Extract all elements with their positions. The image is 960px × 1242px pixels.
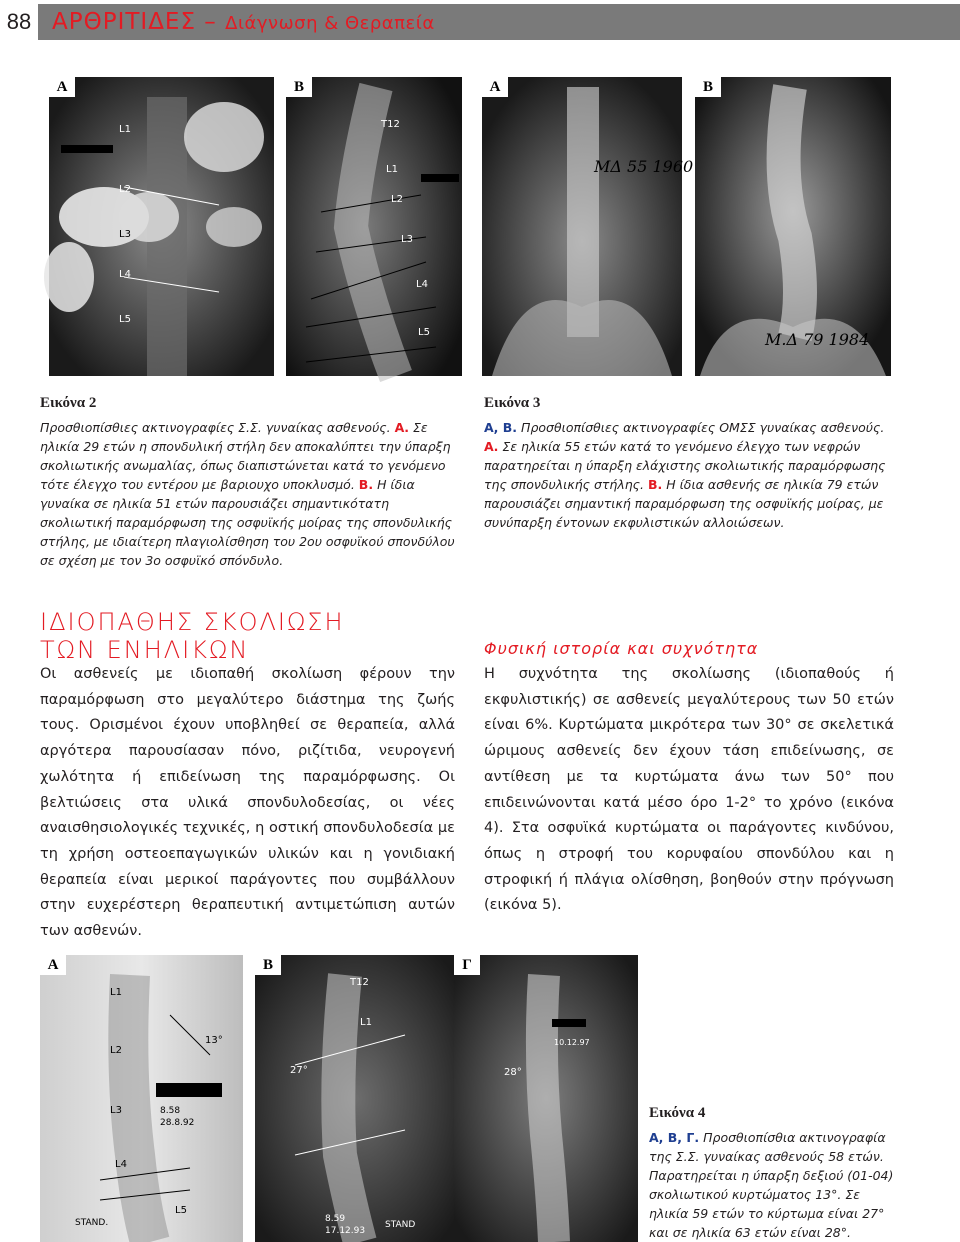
page-number: 88 xyxy=(6,9,32,34)
xray-annotation: L4 xyxy=(115,1159,127,1170)
xray-annotation: L2 xyxy=(110,1045,122,1056)
figure3-caption-part1: Προσθιοπίσθιες ακτινογραφίες ΟΜΣΣ γυναίκας ασθενούς. xyxy=(521,420,885,435)
xray-annotation: L4 xyxy=(119,269,131,280)
panel-label-b: B xyxy=(286,77,312,97)
xray-annotation: STAND. xyxy=(75,1218,109,1228)
xray-annotation: L3 xyxy=(119,229,131,240)
figure4-title: Εικόνα 4 xyxy=(649,1105,706,1121)
figure3-caption-lead: Α, Β. xyxy=(484,420,518,435)
figure2-title: Εικόνα 2 xyxy=(40,395,97,411)
xray-annotation: 8.59 xyxy=(325,1214,346,1224)
xray-annotation: L1 xyxy=(119,124,131,135)
figure4-caption-part1: Προσθιοπίσθια ακτινογραφία της Σ.Σ. γυναίκας ασθενούς 58 ετών. Παρατηρείται η ύπαρξη δεξιού (01-04) σκολιωτικού κυρτώματος 13°. Σε ηλικία 59 ετών το κύρτωμα είναι 27° και σε ηλικία 63 ετών είναι 28°. xyxy=(649,1130,894,1240)
xray-annotation: L1 xyxy=(360,1017,372,1028)
xray-annotation: L1 xyxy=(386,164,398,175)
figure3-label-a: Α. xyxy=(484,439,499,454)
section-heading-line2: ΤΩΝ ΕΝΗΛΙΚΩΝ xyxy=(40,636,250,664)
figure3-caption-part2: Σε ηλικία 55 ετών κατά το γενόμενο έλεγχο των νεφρών παρατηρείται η ύπαρξη ελάχιστης σκολιωτικής παραμόρφωσης της σπονδυλικής στήλης. xyxy=(484,439,886,492)
figure3-caption xyxy=(484,418,894,532)
xray-annotation: T12 xyxy=(350,977,369,988)
xray-annotation: 17.12.93 xyxy=(325,1226,366,1236)
figure2-caption-part1: Προσθιοπίσθιες ακτινογραφίες Σ.Σ. γυναίκας ασθενούς. xyxy=(40,420,391,435)
figure3-xray-a xyxy=(482,77,694,376)
figure2-caption xyxy=(40,418,458,570)
xray-annotation: L5 xyxy=(418,327,430,338)
xray-annotation: L3 xyxy=(110,1105,122,1116)
xray-handwriting: ΜΔ 55 1960 xyxy=(594,157,694,176)
figure3-title: Εικόνα 3 xyxy=(484,395,541,411)
header-subtitle: Διάγνωση & Θεραπεία xyxy=(225,13,435,34)
header-title-main: ΑΡΘΡΙΤΙΔΕΣ – xyxy=(52,9,217,35)
section-heading xyxy=(40,608,345,664)
xray-annotation: L2 xyxy=(119,184,131,195)
panel-label-a: Α xyxy=(40,955,66,975)
xray-annotation: T12 xyxy=(381,119,400,130)
panel-label-c: Γ xyxy=(454,955,480,975)
xray-annotation: 13° xyxy=(205,1035,223,1046)
section-heading-line1: ΙΔΙΟΠΑΘΗΣ ΣΚΟΛΙΩΣΗ xyxy=(40,608,345,636)
figure2-label-a: Α. xyxy=(394,420,410,435)
figure2-xray-a xyxy=(49,77,274,376)
xray-annotation: L5 xyxy=(119,314,131,325)
xray-annotation: STAND xyxy=(385,1220,416,1230)
xray-annotation: L3 xyxy=(401,234,413,245)
figure2-xray-b xyxy=(286,77,462,376)
figure3-label-b: Β. xyxy=(647,477,663,492)
figure2-label-b: Β. xyxy=(358,477,374,492)
panel-label-a: A xyxy=(49,77,75,97)
section-paragraph: Οι ασθενείς με ιδιοπαθή σκολίωση φέρουν την παραμόρφωση στο μεγαλύτερο διάστημα της ζωής τους. Ορισμένοι έχουν υποβληθεί σε θεραπεία, αλλά αργότερα παρουσίασαν πόνο, ριζίτιδα, νευρογενή χωλότητα ή επιδείνωση της παραμόρφωσης. Οι βελτιώσεις στα υλικά σπονδυλοδεσίας, οι νέες αναισθησιολογικές τεχνικές, η οστική σπονδυλοδεσία με τη χρήση οστεοεπαγωγικών υλικών και η γονιδιακή θεραπεία είναι μερικοί παράγοντες που συμβάλλουν στην ευχερέστερη θεραπευτική αντιμετώπιση αυτών των ασθενών. xyxy=(40,666,455,940)
xray-annotation: 28.8.92 xyxy=(160,1118,195,1128)
panel-label-b: B xyxy=(695,77,721,97)
natural-history-heading: Φυσική ιστορία και συχνότητα xyxy=(484,639,759,658)
header-bar xyxy=(38,4,960,40)
figure3-xray-b xyxy=(695,77,891,376)
figure4-caption-lead: Α, Β, Γ. xyxy=(649,1130,700,1145)
figure3-caption-part3: Η ίδια ασθενής σε ηλικία 79 ετών παρουσιάζει σημαντική παραμόρφωση της οσφυϊκής μοίρας, με συνύπαρξη έντονων εκφυλιστικών αλλοιώσεων. xyxy=(484,477,884,530)
xray-annotation: L2 xyxy=(391,194,403,205)
xray-annotation: 8.58 xyxy=(160,1106,181,1116)
panel-label-b: Β xyxy=(255,955,281,975)
figure4-xray-a xyxy=(40,955,243,1242)
figure4-xray-b xyxy=(255,955,457,1242)
figure2-caption-part3: Η ίδια γυναίκα σε ηλικία 51 ετών παρουσιάζει σημαντικότατη σκολιωτική παραμόρφωση της οσφυϊκής μοίρας της σπονδυλικής στήλης, με ιδιαίτερη πλαγιολίσθηση του 2ου οσφυϊκού σπονδύλου σε σχέση με τον 3ο οσφυϊκό σπόνδυλο. xyxy=(40,477,455,568)
xray-annotation: L4 xyxy=(416,279,428,290)
xray-annotation: 10.12.97 xyxy=(554,1038,590,1047)
figure4-caption xyxy=(649,1128,899,1242)
figure4-xray-c xyxy=(454,955,638,1242)
figure2-caption-part2: Σε ηλικία 29 ετών η σπονδυλική στήλη δεν αποκαλύπτει την ύπαρξη σκολιωτικής ανωμαλίας, όπως διαπιστώνεται κατά το γενόμενο τότε έλεγχο του εντέρου με βαριουχο υποκλυσμό. xyxy=(40,420,451,492)
header-title xyxy=(52,4,435,42)
natural-history-paragraph: Η συχνότητα της σκολίωσης (ιδιοπαθούς ή εκφυλιστικής) σε ασθενείς μεγαλύτερους των 50 ετών είναι 6%. Κυρτώματα μικρότερα των 30° σε σκελετικά ώριμους ασθενείς δεν έχουν τάση επιδείνωσης, σε αντίθεση με τα κυρτώματα άνω των 50° που επιδεινώνονται κατά μέσο όρο 1-2° το χρόνο (εικόνα 4). Στα οσφυϊκά κυρτώματα οι παράγοντες κινδύνου, όπως η στροφή του κορυφαίου σπονδύλου και η στροφική ή πλάγια ολίσθηση, βοηθούν στην πρόγνωση (εικόνα 5). xyxy=(484,666,894,914)
xray-annotation: 28° xyxy=(504,1067,522,1078)
xray-annotation: L5 xyxy=(175,1205,187,1216)
xray-handwriting: Μ.Δ 79 1984 xyxy=(765,330,870,349)
xray-annotation: 27° xyxy=(290,1065,308,1076)
panel-label-a: A xyxy=(482,77,508,97)
xray-annotation: L1 xyxy=(110,987,122,998)
